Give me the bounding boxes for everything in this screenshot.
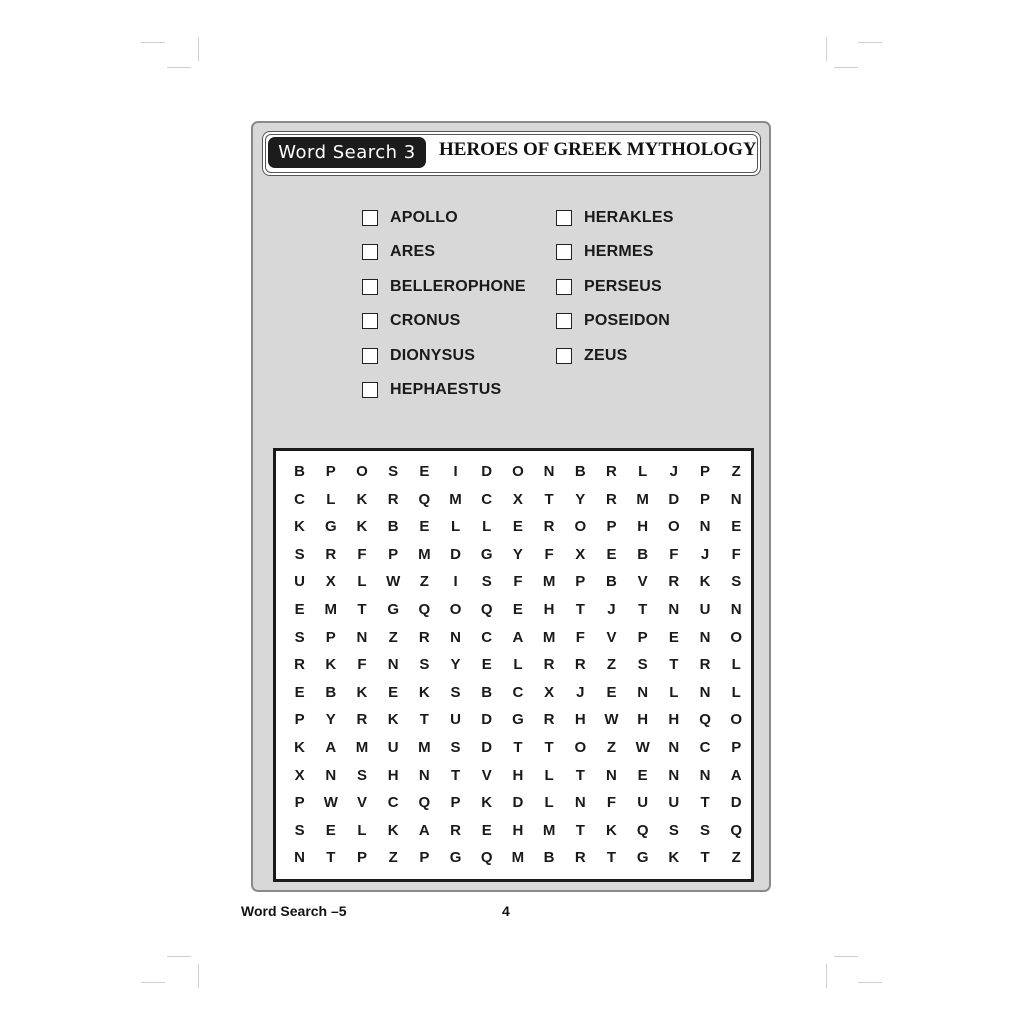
grid-letter[interactable]: S	[450, 738, 461, 756]
grid-letter[interactable]: O	[574, 518, 587, 536]
page-title: HEROES OF GREEK MYTHOLOGY	[439, 139, 757, 160]
grid-letter[interactable]: M	[542, 573, 556, 591]
crop-mark	[858, 982, 882, 983]
grid-letter[interactable]: P	[700, 490, 711, 508]
grid-letter[interactable]: G	[512, 711, 524, 729]
grid-letter[interactable]: Z	[388, 849, 398, 867]
grid-letter[interactable]: P	[388, 545, 399, 563]
word-label: BELLEROPHONE	[390, 277, 526, 295]
grid-letter[interactable]: R	[543, 518, 555, 536]
grid-letter[interactable]: E	[419, 518, 430, 536]
grid-letter[interactable]: D	[481, 711, 493, 729]
grid-letter[interactable]: T	[544, 490, 554, 508]
grid-letter[interactable]: X	[544, 683, 555, 701]
grid-letter[interactable]: L	[638, 463, 648, 480]
grid-letter[interactable]: V	[481, 766, 492, 784]
crop-mark	[826, 964, 827, 988]
grid-letter[interactable]: R	[356, 711, 368, 729]
word-label: PERSEUS	[584, 277, 662, 295]
grid-letter[interactable]: Z	[419, 573, 429, 591]
grid-letter[interactable]: H	[668, 711, 680, 729]
grid-letter[interactable]: Q	[699, 711, 711, 729]
grid-letter[interactable]: R	[387, 490, 399, 508]
word-list-item	[362, 381, 501, 399]
grid-letter[interactable]: L	[326, 490, 336, 508]
word-checkbox[interactable]	[556, 313, 572, 329]
grid-letter[interactable]: R	[574, 849, 586, 867]
grid-letter[interactable]: G	[324, 518, 337, 536]
grid-letter[interactable]: N	[325, 766, 337, 784]
grid-letter[interactable]: Y	[450, 656, 461, 674]
grid-letter[interactable]: U	[637, 794, 649, 812]
word-label: HEPHAESTUS	[390, 381, 502, 398]
grid-letter[interactable]: I	[453, 463, 458, 480]
crop-mark	[167, 67, 191, 68]
grid-letter[interactable]: P	[419, 849, 430, 867]
grid-letter[interactable]: H	[637, 711, 649, 729]
word-list-item	[556, 243, 654, 261]
grid-letter[interactable]: J	[700, 545, 710, 563]
grid-letter[interactable]: L	[357, 821, 367, 839]
title-bar	[262, 131, 761, 176]
grid-letter[interactable]: M	[511, 849, 525, 867]
grid-letter[interactable]: B	[294, 463, 306, 480]
grid-letter[interactable]: Y	[325, 711, 336, 729]
grid-letter[interactable]: F	[669, 545, 679, 563]
grid-letter[interactable]: E	[294, 683, 305, 701]
grid-letter[interactable]: R	[543, 656, 555, 674]
grid-letter[interactable]: P	[294, 711, 305, 729]
grid-letter[interactable]: L	[513, 656, 523, 674]
grid-letter[interactable]: H	[512, 821, 524, 839]
grid-letter[interactable]: M	[636, 490, 649, 508]
grid-letter[interactable]: C	[387, 794, 399, 812]
grid-letter[interactable]: V	[637, 573, 648, 591]
grid-letter[interactable]: V	[606, 628, 617, 646]
grid-letter[interactable]: S	[668, 821, 679, 839]
grid-letter[interactable]: Y	[575, 490, 586, 508]
letter-grid-frame	[273, 448, 754, 882]
grid-letter[interactable]: I	[453, 573, 458, 591]
crop-mark	[198, 37, 199, 61]
grid-letter[interactable]: K	[356, 683, 368, 701]
grid-letter[interactable]: S	[450, 683, 461, 701]
grid-letter[interactable]: E	[731, 518, 742, 536]
grid-letter[interactable]: B	[606, 573, 617, 591]
grid-letter[interactable]: H	[387, 766, 399, 784]
crop-mark	[141, 982, 165, 983]
grid-letter[interactable]: L	[450, 518, 461, 536]
grid-letter[interactable]: O	[668, 518, 680, 536]
grid-letter[interactable]: P	[637, 628, 648, 646]
page-number: 4	[502, 903, 510, 919]
word-list-item	[362, 312, 461, 330]
grid-letter[interactable]: Z	[388, 628, 398, 646]
grid-letter[interactable]: U	[699, 600, 711, 618]
crop-mark	[198, 964, 199, 988]
grid-letter[interactable]: E	[325, 821, 336, 839]
grid-letter[interactable]: H	[574, 711, 586, 729]
grid-letter[interactable]: N	[668, 738, 680, 756]
grid-letter[interactable]: B	[481, 683, 493, 701]
grid-letter[interactable]: N	[730, 490, 742, 508]
grid-letter[interactable]: E	[668, 628, 679, 646]
grid-letter[interactable]: P	[356, 849, 367, 867]
grid-letter[interactable]: Q	[636, 821, 649, 839]
grid-letter[interactable]: T	[575, 766, 585, 784]
grid-letter[interactable]: D	[730, 794, 742, 812]
grid-letter[interactable]: T	[606, 849, 617, 867]
grid-letter[interactable]: P	[325, 463, 336, 480]
grid-letter[interactable]: Z	[731, 849, 741, 867]
word-list-item	[556, 278, 662, 296]
grid-letter[interactable]: R	[699, 656, 711, 674]
letter-grid	[284, 458, 752, 872]
grid-letter[interactable]: N	[699, 628, 711, 646]
word-checkbox[interactable]	[556, 279, 572, 295]
grid-letter[interactable]: N	[606, 766, 617, 784]
grid-letter[interactable]: T	[513, 738, 523, 756]
grid-letter[interactable]: E	[606, 683, 617, 701]
word-list-item	[556, 347, 627, 365]
grid-letter[interactable]: T	[357, 600, 367, 618]
grid-letter[interactable]: B	[325, 683, 337, 701]
grid-letter[interactable]: S	[356, 766, 367, 784]
grid-letter[interactable]: S	[294, 821, 305, 839]
grid-letter[interactable]: X	[325, 573, 336, 591]
grid-letter[interactable]: N	[574, 794, 586, 812]
grid-letter[interactable]: N	[418, 766, 430, 784]
word-checkbox[interactable]	[362, 313, 378, 329]
grid-letter[interactable]: T	[669, 656, 679, 674]
word-list-item	[362, 243, 435, 261]
word-checkbox[interactable]	[556, 348, 572, 364]
grid-letter[interactable]: W	[604, 711, 619, 729]
grid-letter[interactable]: R	[325, 545, 337, 563]
grid-letter[interactable]: E	[606, 545, 617, 563]
grid-letter[interactable]: P	[700, 463, 711, 480]
grid-letter[interactable]: D	[512, 794, 524, 812]
grid-letter[interactable]: O	[730, 711, 743, 729]
grid-letter[interactable]: U	[294, 573, 306, 591]
grid-letter[interactable]: K	[294, 518, 306, 536]
word-checkbox[interactable]	[556, 244, 572, 260]
grid-letter[interactable]: E	[481, 821, 492, 839]
grid-letter[interactable]: N	[450, 628, 461, 646]
grid-letter[interactable]: F	[357, 656, 367, 674]
word-label: APOLLO	[390, 209, 458, 226]
word-checkbox[interactable]	[362, 382, 378, 398]
word-list-item	[362, 347, 475, 365]
grid-letter[interactable]: Y	[512, 545, 523, 563]
grid-letter[interactable]: F	[544, 545, 554, 563]
grid-letter[interactable]: H	[512, 766, 524, 784]
grid-letter[interactable]: R	[294, 656, 306, 674]
word-checkbox[interactable]	[362, 279, 378, 295]
grid-letter[interactable]: D	[481, 463, 493, 480]
grid-letter[interactable]: T	[326, 849, 336, 867]
grid-letter[interactable]: R	[606, 490, 617, 508]
grid-letter[interactable]: M	[355, 738, 369, 756]
grid-letter[interactable]: Q	[418, 600, 431, 618]
grid-letter[interactable]: N	[699, 518, 711, 536]
grid-letter[interactable]: F	[731, 545, 741, 563]
grid-letter[interactable]: J	[669, 463, 679, 480]
grid-letter[interactable]: L	[669, 683, 679, 701]
word-checkbox[interactable]	[362, 244, 378, 260]
word-label: ZEUS	[584, 346, 628, 364]
grid-letter[interactable]: N	[668, 600, 680, 618]
grid-letter[interactable]: P	[575, 573, 586, 591]
grid-letter[interactable]: T	[450, 766, 461, 784]
grid-letter[interactable]: S	[294, 628, 305, 646]
grid-letter[interactable]: E	[481, 656, 492, 674]
crop-mark	[834, 67, 858, 68]
grid-letter[interactable]: S	[700, 821, 711, 839]
grid-letter[interactable]: W	[386, 573, 401, 591]
grid-letter[interactable]: N	[699, 683, 711, 701]
grid-letter[interactable]: D	[481, 738, 493, 756]
grid-letter[interactable]: G	[480, 545, 493, 563]
grid-letter[interactable]: F	[606, 794, 617, 812]
grid-letter[interactable]: W	[635, 738, 650, 756]
grid-letter[interactable]: S	[419, 656, 430, 674]
grid-letter[interactable]: S	[294, 545, 305, 563]
grid-letter[interactable]: P	[325, 628, 336, 646]
grid-letter[interactable]: O	[449, 600, 462, 618]
grid-letter[interactable]: Q	[480, 849, 493, 867]
grid-letter[interactable]: F	[575, 628, 585, 646]
grid-letter[interactable]: C	[512, 683, 524, 701]
grid-letter[interactable]: O	[730, 628, 743, 646]
grid-letter[interactable]: S	[637, 656, 648, 674]
grid-letter[interactable]: Z	[606, 738, 617, 756]
word-label: HERMES	[584, 243, 654, 261]
grid-letter[interactable]: G	[636, 849, 649, 867]
grid-letter[interactable]: M	[542, 821, 556, 839]
grid-letter[interactable]: K	[356, 490, 368, 508]
grid-letter[interactable]: R	[418, 628, 430, 646]
grid-letter[interactable]: W	[323, 794, 338, 812]
grid-letter[interactable]: N	[668, 766, 680, 784]
word-label: POSEIDON	[584, 312, 671, 330]
grid-letter[interactable]: K	[418, 683, 430, 701]
grid-letter[interactable]: F	[513, 573, 523, 591]
grid-letter[interactable]: E	[419, 463, 430, 480]
grid-letter[interactable]: C	[294, 490, 306, 508]
grid-letter[interactable]: D	[450, 545, 461, 563]
word-list-item	[362, 209, 458, 227]
grid-letter[interactable]: K	[606, 821, 617, 839]
grid-letter[interactable]: L	[482, 518, 492, 536]
grid-letter[interactable]: R	[450, 821, 461, 839]
grid-letter[interactable]: Q	[480, 600, 493, 618]
grid-letter[interactable]: F	[357, 545, 367, 563]
grid-letter[interactable]: E	[512, 600, 523, 618]
grid-letter[interactable]: K	[325, 656, 337, 674]
grid-letter[interactable]: B	[574, 463, 586, 480]
grid-letter[interactable]: N	[637, 683, 649, 701]
grid-letter[interactable]: C	[699, 738, 711, 756]
crop-mark	[826, 37, 827, 61]
grid-letter[interactable]: U	[668, 794, 680, 812]
grid-letter[interactable]: L	[357, 573, 367, 591]
grid-letter[interactable]: N	[543, 463, 555, 480]
book-footer: Word Search –5	[241, 903, 347, 919]
grid-letter[interactable]: T	[638, 600, 648, 618]
grid-letter[interactable]: Z	[606, 656, 617, 674]
grid-letter[interactable]: E	[294, 600, 305, 618]
grid-letter[interactable]: Q	[418, 794, 431, 812]
grid-letter[interactable]: B	[387, 518, 399, 536]
grid-letter[interactable]: O	[512, 463, 524, 480]
grid-letter[interactable]: E	[512, 518, 523, 536]
word-list-item	[362, 278, 526, 296]
grid-letter[interactable]: S	[388, 463, 399, 480]
grid-letter[interactable]: K	[387, 711, 399, 729]
grid-letter[interactable]: V	[356, 794, 367, 812]
grid-letter[interactable]: C	[481, 628, 493, 646]
grid-letter[interactable]: M	[542, 628, 556, 646]
grid-letter[interactable]: K	[699, 573, 711, 591]
grid-letter[interactable]: X	[294, 766, 305, 784]
word-label: ARES	[390, 243, 436, 261]
grid-letter[interactable]: T	[700, 794, 710, 812]
grid-letter[interactable]: N	[356, 628, 368, 646]
word-label: CRONUS	[390, 312, 461, 330]
grid-letter[interactable]: P	[450, 794, 461, 812]
grid-letter[interactable]: K	[294, 738, 306, 756]
grid-letter[interactable]: S	[481, 573, 492, 591]
grid-letter[interactable]: T	[419, 711, 429, 729]
grid-letter[interactable]: O	[356, 463, 368, 480]
puzzle-panel	[251, 121, 771, 892]
word-checkbox[interactable]	[556, 210, 572, 226]
grid-letter[interactable]: T	[544, 738, 554, 756]
grid-letter[interactable]: M	[418, 545, 431, 563]
grid-letter[interactable]: D	[668, 490, 680, 508]
grid-letter[interactable]: N	[294, 849, 306, 867]
word-label: DIONYSUS	[390, 346, 476, 364]
grid-letter[interactable]: Q	[730, 821, 743, 839]
grid-letter[interactable]: L	[544, 766, 554, 784]
grid-letter[interactable]: K	[668, 849, 680, 867]
grid-letter[interactable]: A	[325, 738, 337, 756]
crop-mark	[858, 42, 882, 43]
crop-mark	[834, 956, 858, 957]
grid-letter[interactable]: X	[512, 490, 523, 508]
grid-letter[interactable]: G	[449, 849, 462, 867]
crop-mark	[141, 42, 165, 43]
grid-letter[interactable]: K	[356, 518, 368, 536]
grid-letter[interactable]: R	[543, 711, 555, 729]
grid-letter[interactable]: E	[388, 683, 399, 701]
grid-letter[interactable]: L	[731, 683, 741, 701]
grid-letter[interactable]: T	[700, 849, 710, 867]
grid-letter[interactable]: N	[387, 656, 399, 674]
word-checkbox[interactable]	[362, 210, 378, 226]
grid-letter[interactable]: A	[512, 628, 524, 646]
word-list-item	[556, 312, 670, 330]
word-list	[362, 209, 762, 424]
puzzle-number-badge: Word Search 3	[268, 137, 426, 168]
grid-letter[interactable]: Z	[731, 463, 741, 480]
grid-letter[interactable]: L	[544, 794, 554, 812]
grid-letter[interactable]: L	[731, 656, 741, 674]
grid-letter[interactable]: S	[731, 573, 742, 591]
grid-letter[interactable]: A	[418, 821, 430, 839]
grid-letter[interactable]: T	[575, 821, 585, 839]
grid-letter[interactable]: H	[637, 518, 649, 536]
grid-letter[interactable]: K	[387, 821, 399, 839]
grid-letter[interactable]: E	[637, 766, 648, 784]
grid-letter[interactable]: P	[606, 518, 617, 536]
grid-letter[interactable]: T	[575, 600, 585, 618]
grid-letter[interactable]: R	[574, 656, 586, 674]
grid-letter[interactable]: R	[668, 573, 680, 591]
grid-letter[interactable]: U	[387, 738, 399, 756]
grid-letter[interactable]: J	[576, 683, 585, 701]
grid-letter[interactable]: B	[637, 545, 649, 563]
grid-letter[interactable]: P	[294, 794, 305, 812]
grid-letter[interactable]: A	[730, 766, 742, 784]
grid-letter[interactable]: R	[606, 463, 617, 480]
word-list-item	[556, 209, 674, 227]
grid-letter[interactable]: U	[450, 711, 461, 729]
grid-letter[interactable]: K	[481, 794, 493, 812]
grid-letter[interactable]: P	[731, 738, 742, 756]
grid-letter[interactable]: N	[699, 766, 711, 784]
grid-letter[interactable]: G	[387, 600, 399, 618]
grid-letter[interactable]: J	[607, 600, 616, 618]
grid-letter[interactable]: M	[418, 738, 431, 756]
grid-letter[interactable]: O	[574, 738, 587, 756]
word-label: HERAKLES	[584, 209, 674, 226]
grid-letter[interactable]: H	[543, 600, 555, 618]
word-checkbox[interactable]	[362, 348, 378, 364]
grid-letter[interactable]: M	[449, 490, 462, 508]
grid-letter[interactable]: Q	[418, 490, 431, 508]
grid-letter[interactable]: B	[543, 849, 555, 867]
grid-letter[interactable]: C	[481, 490, 493, 508]
grid-letter[interactable]: M	[324, 600, 338, 618]
crop-mark	[167, 956, 191, 957]
grid-letter[interactable]: X	[575, 545, 586, 563]
grid-letter[interactable]: N	[730, 600, 742, 618]
